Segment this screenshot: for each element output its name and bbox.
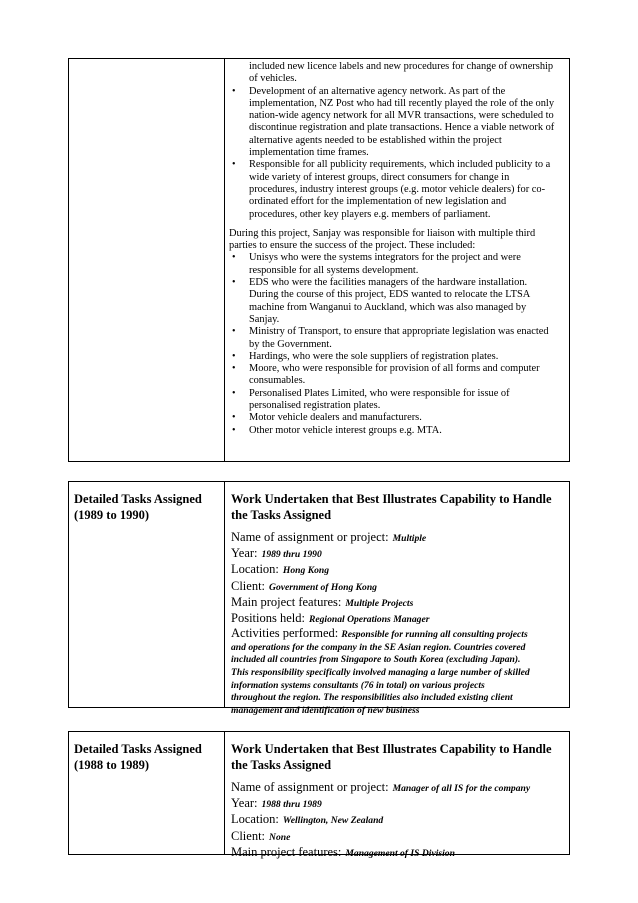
task-table-1988 — [68, 731, 570, 859]
bullet-line: Development of an alternative agency network. As part of the — [249, 85, 506, 97]
bullet-line: implementation time frames. — [249, 147, 369, 159]
continuation-content — [225, 59, 569, 461]
bullet-item — [225, 351, 569, 363]
bullet-item — [225, 86, 569, 160]
task-heading-cell — [69, 482, 225, 707]
bullet-line: Personalised Plates Limited, who were responsible for issue of — [249, 387, 510, 399]
field-row — [231, 562, 567, 578]
field-row — [231, 579, 567, 595]
bullet-item — [225, 412, 569, 424]
bullet-line: Unisys who were the systems integrators for the project and were — [249, 252, 521, 264]
activities-line: This responsibility specifically involved managing a large number of skilled — [231, 667, 530, 678]
heading-line: Work Undertaken that Best Illustrates Capability to Handle — [231, 742, 552, 756]
bullet-item — [225, 363, 569, 388]
field-value: Regional Operations Manager — [308, 614, 430, 626]
field-label: Name of assignment or project: — [231, 780, 389, 794]
field-label: Year: — [231, 546, 258, 561]
activities-label: Activities performed: — [231, 626, 342, 641]
bullet-item — [225, 159, 569, 220]
field-value: 1989 thru 1990 — [261, 549, 322, 561]
field-label: Client: — [231, 828, 266, 843]
heading-line: Detailed Tasks Assigned — [74, 492, 202, 506]
activities-line: management and identification of new business — [231, 704, 420, 716]
bullet-line: wide variety of interest groups, direct consumers for change in — [249, 171, 510, 183]
field-value: Hong Kong — [282, 565, 330, 577]
work-undertaken-heading — [231, 741, 571, 773]
field-label: Location: — [231, 812, 279, 827]
bullet-continuation-line: included new licence labels and new procedures for change of ownership — [249, 61, 554, 72]
bullet-line: discontinue registration and plate transactions. Hence a viable network of — [249, 122, 555, 134]
bullet-line: Ministry of Transport, to ensure that appropriate legislation was enacted — [249, 326, 549, 338]
detailed-tasks-heading — [74, 741, 224, 773]
work-undertaken-heading — [231, 491, 571, 523]
bullet-line: During the course of this project, EDS wanted to relocate the LTSA — [249, 289, 531, 301]
bullet-item — [225, 252, 569, 277]
bullet-icon: • — [232, 350, 236, 362]
heading-line: Detailed Tasks Assigned — [74, 742, 202, 756]
bullet-line: by the Government. — [249, 338, 332, 350]
bullet-item — [225, 326, 569, 351]
bullet-line: Hardings, who were the sole suppliers of registration plates. — [249, 350, 499, 362]
field-row — [231, 796, 567, 812]
heading-period: (1989 to 1990) — [74, 508, 149, 522]
bullet-icon: • — [232, 424, 236, 436]
bullet-line: implementation, NZ Post who had till recently played the role of the only — [249, 97, 555, 109]
field-label: Main project features: — [231, 594, 342, 609]
bullet-line: Sanjay. — [249, 313, 280, 325]
work-undertaken-cell — [225, 732, 569, 859]
bullet-line: procedures, other key players e.g. members of parliament. — [249, 208, 491, 220]
bullet-line: responsible for all systems development. — [249, 264, 419, 276]
bullet-icon: • — [232, 252, 236, 264]
bullet-line: personalised registration plates. — [249, 400, 381, 412]
bullet-line: Other motor vehicle interest groups e.g. MTA. — [249, 424, 442, 436]
field-row — [231, 829, 567, 845]
field-label: Client: — [231, 578, 266, 593]
bullet-line: Moore, who were responsible for provision of all forms and computer — [249, 363, 540, 375]
field-value: None — [269, 831, 291, 843]
bullet-icon: • — [232, 326, 236, 338]
intro-line: parties to ensure the success of the project. These included: — [229, 240, 476, 252]
work-undertaken-cell — [225, 482, 569, 716]
task-table-1989 — [68, 481, 570, 716]
intro-line: During this project, Sanjay was responsible for liaison with multiple third — [229, 227, 536, 239]
bullet-icon: • — [232, 159, 236, 171]
bullet-icon: • — [232, 277, 236, 289]
empty-left-cell — [69, 59, 225, 461]
heading-period: (1988 to 1989) — [74, 758, 149, 772]
bullet-line: machine from Wanganui to Auckland, which was also managed by — [249, 301, 527, 313]
field-value: Manager of all IS for the company — [392, 783, 531, 794]
field-label: Positions held: — [231, 611, 305, 626]
activities-line: included all countries from Singapore to South Korea (excluding Japan). — [231, 654, 521, 666]
field-label: Main project features: — [231, 844, 342, 859]
bullet-line: procedures, industry interest groups (e.g. motor vehicle dealers) for co- — [249, 183, 546, 195]
heading-line: the Tasks Assigned — [231, 508, 332, 522]
bullet-item — [225, 277, 569, 326]
field-row — [231, 595, 567, 611]
task-heading-cell — [69, 732, 225, 854]
activities-line: information systems consultants (76 in total) on various projects — [231, 679, 485, 691]
heading-line: the Tasks Assigned — [231, 758, 332, 772]
bullet-line: EDS who were the facilities managers of the hardware installation. — [249, 277, 528, 289]
heading-line: Work Undertaken that Best Illustrates Capability to Handle — [231, 492, 552, 506]
activities-line: Responsible for running all consulting projects — [341, 629, 528, 641]
bullet-line: Motor vehicle dealers and manufacturers. — [249, 412, 422, 424]
bullet-line: alternative agents needed to be established within the project — [249, 134, 502, 146]
field-row — [231, 845, 567, 861]
bullet-icon: • — [232, 387, 236, 399]
bullet-line: Responsible for all publicity requirements, which included publicity to a — [249, 159, 551, 171]
assignment-fields — [231, 530, 567, 717]
activities-line: throughout the region. The responsibilities also included existing client — [231, 692, 513, 704]
field-label: Name of assignment or project: — [231, 530, 389, 544]
bullet-line: consumables. — [249, 375, 306, 387]
detailed-tasks-heading — [74, 491, 224, 523]
field-value: Government of Hong Kong — [269, 581, 377, 593]
assignment-fields — [231, 780, 567, 861]
bullet-line: nation-wide agency network for all MVR transactions, were scheduled to — [249, 110, 554, 122]
bullet-item — [225, 388, 569, 413]
activities-performed — [231, 627, 567, 717]
bullet-icon: • — [232, 363, 236, 375]
bullet-icon: • — [232, 85, 236, 97]
field-value: Wellington, New Zealand — [282, 815, 384, 827]
field-label: Location: — [231, 562, 279, 577]
activities-line: and operations for the company in the SE Asian region. Countries covered — [231, 641, 526, 653]
bullet-continuation-line: of vehicles. — [249, 73, 297, 85]
bullet-icon: • — [232, 412, 236, 424]
bullet-item — [225, 425, 569, 437]
field-row — [231, 780, 567, 796]
continuation-table — [68, 58, 570, 462]
field-label: Year: — [231, 796, 258, 811]
field-value: Multiple Projects — [345, 597, 414, 609]
field-row — [231, 812, 567, 828]
field-row — [231, 546, 567, 562]
field-row — [231, 530, 567, 546]
field-value: Management of IS Division — [345, 847, 455, 859]
field-value: 1988 thru 1989 — [261, 799, 322, 811]
field-row — [231, 611, 567, 627]
bullet-line: ordinated effort for the implementation of new legislation and — [249, 196, 507, 208]
field-value: Multiple — [392, 533, 427, 544]
